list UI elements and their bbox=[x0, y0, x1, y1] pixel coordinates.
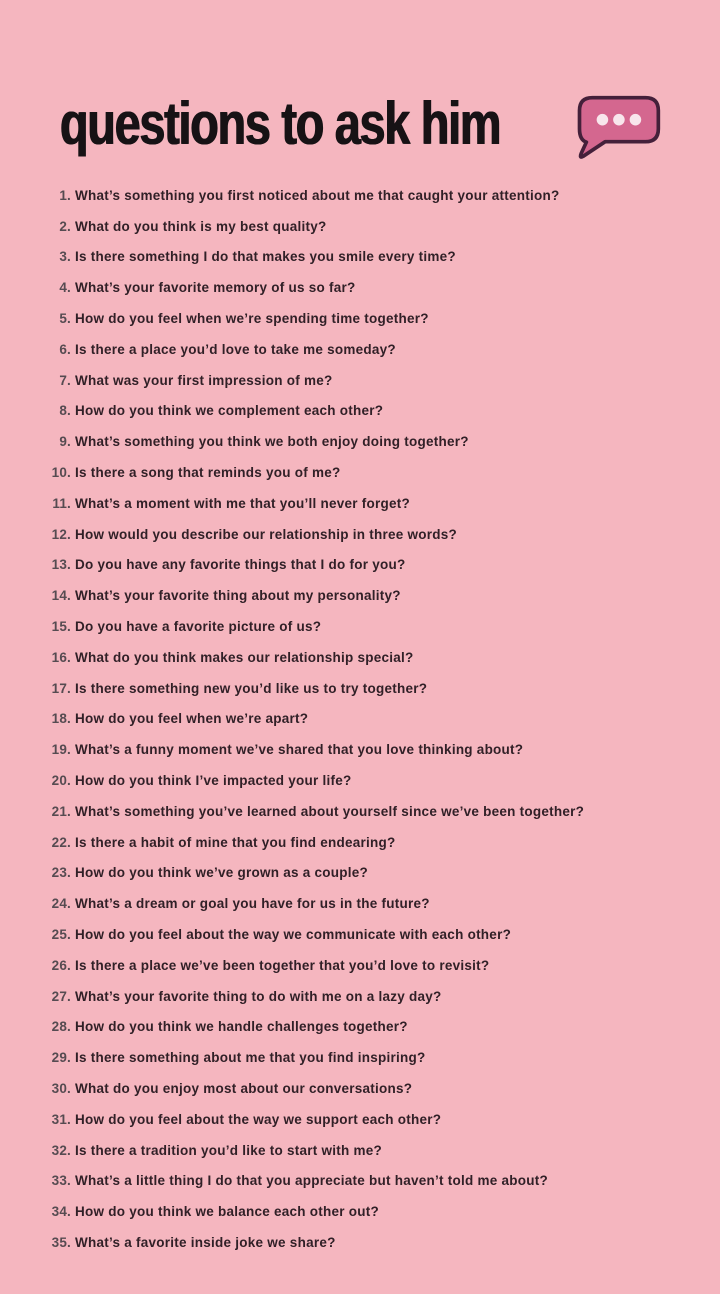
page-title: questions to ask him bbox=[60, 89, 501, 158]
question-number: 25. bbox=[51, 927, 71, 943]
question-text: What’s something you’ve learned about yourself since we’ve been together? bbox=[75, 803, 585, 819]
question-text: How do you think I’ve impacted your life? bbox=[75, 773, 352, 789]
question-text: Do you have any favorite things that I do for you? bbox=[75, 557, 406, 573]
question-text: What’s your favorite thing to do with me on a lazy day? bbox=[75, 988, 442, 1004]
question-item bbox=[42, 580, 702, 611]
question-text: What’s something you first noticed about me that caught your attention? bbox=[75, 187, 560, 203]
question-number: 14. bbox=[51, 588, 71, 604]
question-text: What do you think is my best quality? bbox=[75, 218, 327, 234]
question-text: How would you describe our relationship in three words? bbox=[75, 526, 458, 542]
question-number: 6. bbox=[59, 341, 71, 357]
question-text: Is there a habit of mine that you find endearing? bbox=[75, 834, 396, 850]
question-item bbox=[42, 673, 702, 704]
question-number: 13. bbox=[51, 557, 71, 573]
question-number: 9. bbox=[59, 434, 71, 450]
question-item bbox=[42, 550, 702, 581]
question-item bbox=[42, 642, 702, 673]
question-number: 15. bbox=[51, 619, 71, 635]
question-item bbox=[42, 734, 702, 765]
question-number: 16. bbox=[51, 649, 71, 665]
question-text: What’s a moment with me that you’ll never forget? bbox=[75, 495, 411, 511]
question-text: Is there a song that reminds you of me? bbox=[75, 465, 341, 481]
question-item bbox=[42, 981, 702, 1012]
question-text: How do you feel when we’re apart? bbox=[75, 711, 309, 727]
question-text: What do you think makes our relationship special? bbox=[75, 649, 414, 665]
question-item bbox=[42, 365, 702, 396]
question-number: 24. bbox=[51, 896, 71, 912]
question-item bbox=[42, 858, 702, 889]
question-number: 28. bbox=[51, 1019, 71, 1035]
question-item bbox=[42, 272, 702, 303]
question-text: What’s something you think we both enjoy doing together? bbox=[75, 434, 469, 450]
question-item bbox=[42, 950, 702, 981]
question-item bbox=[42, 1166, 702, 1197]
question-text: What’s a dream or goal you have for us in the future? bbox=[75, 896, 430, 912]
question-text: How do you think we complement each other? bbox=[75, 403, 384, 419]
question-number: 5. bbox=[59, 311, 71, 327]
question-text: Is there something about me that you find inspiring? bbox=[75, 1050, 426, 1066]
question-text: How do you think we handle challenges together? bbox=[75, 1019, 408, 1035]
question-text: How do you feel about the way we communicate with each other? bbox=[75, 927, 512, 943]
question-item bbox=[42, 334, 702, 365]
question-item bbox=[42, 1042, 702, 1073]
speech-bubble-icon bbox=[572, 94, 664, 160]
question-number: 2. bbox=[59, 218, 71, 234]
question-item bbox=[42, 488, 702, 519]
question-item bbox=[42, 1012, 702, 1043]
question-number: 12. bbox=[51, 526, 71, 542]
question-text: Is there something I do that makes you smile every time? bbox=[75, 249, 456, 265]
question-item bbox=[42, 888, 702, 919]
question-text: How do you think we’ve grown as a couple? bbox=[75, 865, 369, 881]
question-number: 19. bbox=[51, 742, 71, 758]
question-item bbox=[42, 1104, 702, 1135]
question-item bbox=[42, 919, 702, 950]
question-number: 21. bbox=[51, 803, 71, 819]
question-number: 33. bbox=[51, 1173, 71, 1189]
question-item bbox=[42, 1073, 702, 1104]
question-number: 35. bbox=[51, 1234, 71, 1250]
question-text: Is there something new you’d like us to try together? bbox=[75, 680, 428, 696]
question-item bbox=[42, 827, 702, 858]
question-item bbox=[42, 242, 702, 273]
question-item bbox=[42, 704, 702, 735]
question-number: 17. bbox=[51, 680, 71, 696]
question-text: What’s your favorite memory of us so far? bbox=[75, 280, 356, 296]
question-text: Is there a tradition you’d like to start with me? bbox=[75, 1142, 383, 1158]
question-number: 26. bbox=[51, 957, 71, 973]
question-text: How do you feel about the way we support each other? bbox=[75, 1111, 442, 1127]
question-item bbox=[42, 796, 702, 827]
question-item bbox=[42, 1227, 702, 1258]
question-item bbox=[42, 457, 702, 488]
question-item bbox=[42, 426, 702, 457]
question-number: 8. bbox=[59, 403, 71, 419]
question-text: What’s a little thing I do that you appreciate but haven’t told me about? bbox=[75, 1173, 549, 1189]
question-number: 10. bbox=[51, 465, 71, 481]
questions-list bbox=[42, 180, 702, 1258]
question-item bbox=[42, 611, 702, 642]
question-number: 32. bbox=[51, 1142, 71, 1158]
question-item bbox=[42, 1135, 702, 1166]
question-number: 29. bbox=[51, 1050, 71, 1066]
question-text: What’s your favorite thing about my personality? bbox=[75, 588, 401, 604]
question-text: What do you enjoy most about our conversations? bbox=[75, 1081, 413, 1096]
question-text: How do you think we balance each other out? bbox=[75, 1204, 380, 1220]
question-number: 18. bbox=[51, 711, 71, 727]
question-number: 27. bbox=[51, 988, 71, 1004]
question-text: What’s a funny moment we’ve shared that you love thinking about? bbox=[75, 742, 524, 758]
question-number: 22. bbox=[51, 834, 71, 850]
question-number: 31. bbox=[51, 1111, 71, 1127]
question-text: How do you feel when we’re spending time together? bbox=[75, 311, 429, 327]
question-text: Is there a place we’ve been together that you’d love to revisit? bbox=[75, 957, 490, 973]
question-text: Do you have a favorite picture of us? bbox=[75, 619, 322, 635]
question-item bbox=[42, 765, 702, 796]
question-item bbox=[42, 1196, 702, 1227]
header bbox=[60, 84, 700, 164]
question-item bbox=[42, 211, 702, 242]
question-item bbox=[42, 180, 702, 211]
question-number: 23. bbox=[51, 865, 71, 881]
question-number: 3. bbox=[59, 249, 71, 265]
question-text: Is there a place you’d love to take me someday? bbox=[75, 341, 396, 357]
question-number: 34. bbox=[51, 1204, 71, 1220]
question-item bbox=[42, 396, 702, 427]
question-number: 20. bbox=[51, 773, 71, 789]
question-item bbox=[42, 519, 702, 550]
question-text: What’s a favorite inside joke we share? bbox=[75, 1234, 336, 1250]
question-number: 4. bbox=[59, 280, 71, 296]
question-number: 1. bbox=[59, 187, 71, 203]
question-text: What was your first impression of me? bbox=[75, 372, 333, 388]
question-item bbox=[42, 303, 702, 334]
question-number: 7. bbox=[59, 372, 71, 388]
question-number: 30. bbox=[51, 1081, 71, 1096]
question-number: 11. bbox=[52, 495, 71, 511]
